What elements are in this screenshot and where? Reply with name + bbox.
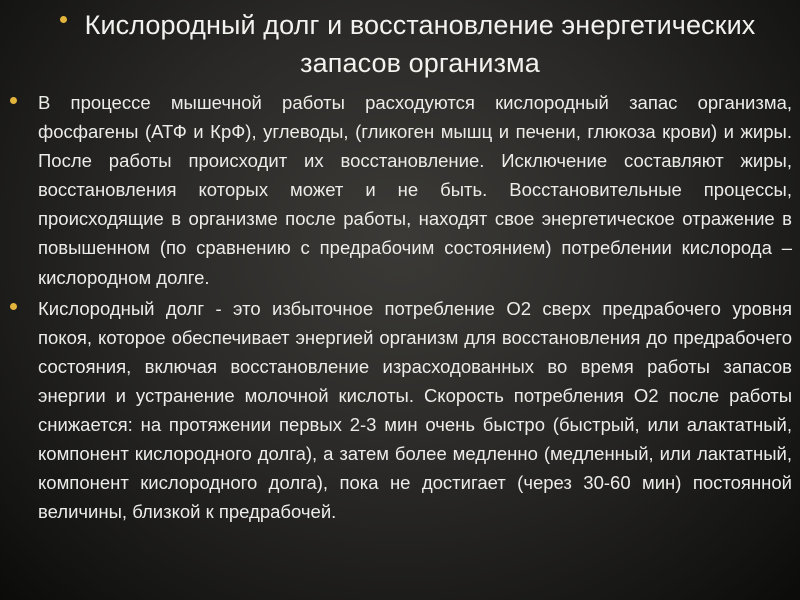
bullet-text-2: Кислородный долг - это избыточное потребление О2 сверх предрабочего уровня покоя, которое обеспечивает энергией организм для восстановления до предрабочего состояния, включая восстановление израсходованных во время работы запасов энергии и устранение молочной кислоты. Скорость потребления О2 после работы снижается: на протяжении первых 2-3 мин очень быстро (быстрый, или алактатный, компонент кислородного долга), а затем более медленно (медленный, или лактатный, компонент кислородного долга), пока не достигает (через 30-60 мин) постоянной величины, близкой к предрабочей. — [38, 297, 792, 523]
bullet-item-2 — [10, 294, 792, 527]
bullet-text-1: В процессе мышечной работы расходуются кислородный запас организма, фосфагены (АТФ и КрФ), углеводы, (гликоген мышц и печени, глюкоза крови) и жиры. После работы происходит их восстановление. Исключение составляют жиры, восстановления которых может и не быть. Восстановительные процессы, происходящие в организме после работы, находят свое энергетическое отражение в повышенном (по сравнению с предрабочим состоянием) потреблении кислорода – кислородном долге. — [38, 92, 792, 288]
slide-content — [10, 88, 792, 528]
bullet-icon — [10, 303, 17, 310]
slide-title — [60, 6, 780, 82]
title-line-2: запасов организма — [300, 48, 540, 78]
bullet-item-1 — [10, 88, 792, 292]
bullet-icon — [10, 97, 17, 104]
title-line-1: Кислородный долг и восстановление энергетических — [84, 10, 756, 40]
